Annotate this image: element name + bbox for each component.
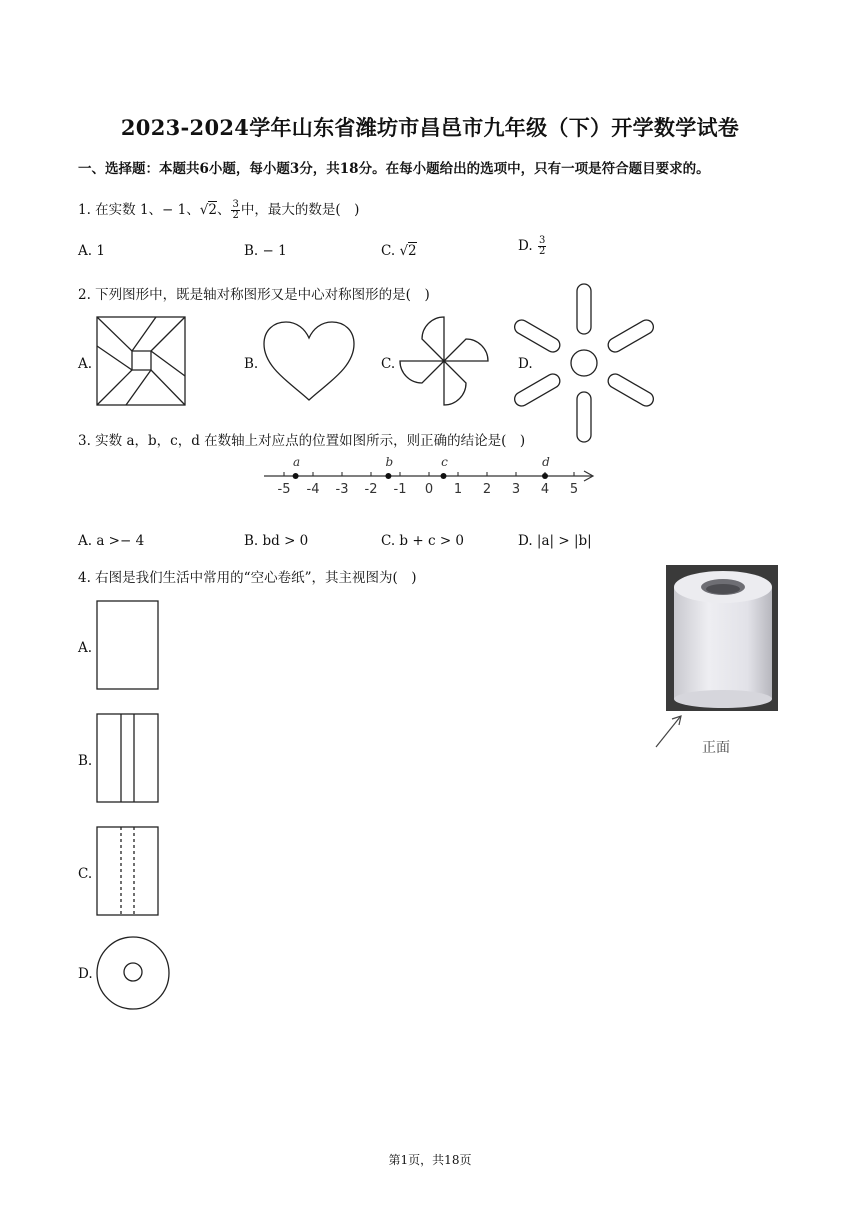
number-line-point-label: c bbox=[441, 455, 448, 469]
number-line-tick-label: -2 bbox=[364, 482, 378, 497]
q2-label-c: C. bbox=[381, 356, 396, 372]
number-line-tick-label: 3 bbox=[511, 482, 521, 497]
figure-pinwheel-square bbox=[96, 316, 186, 406]
q1-option-d-prefix: D. bbox=[518, 238, 537, 254]
fraction bbox=[538, 236, 546, 257]
number-line-tick-label: 5 bbox=[569, 482, 579, 497]
q1-option-c bbox=[381, 243, 417, 259]
number-line-point-c bbox=[441, 473, 447, 479]
page-footer: 第1页，共18页 bbox=[388, 1153, 472, 1167]
q1-option-c-radicand: 2 bbox=[408, 243, 417, 259]
q3-option-b: B. bd > 0 bbox=[244, 533, 309, 549]
q4-label-c: C. bbox=[78, 866, 93, 882]
q3-option-d: D. |a| > |b| bbox=[518, 533, 592, 549]
q1-option-b: B. − 1 bbox=[244, 243, 287, 259]
number-line bbox=[262, 448, 596, 498]
number-line-point-label: b bbox=[385, 455, 394, 469]
q4-label-b: B. bbox=[78, 753, 93, 769]
separator: 、 bbox=[216, 202, 231, 218]
fraction-numerator: 3 bbox=[232, 199, 239, 210]
number-line-tick-label: -3 bbox=[335, 482, 349, 497]
section-heading: 一、选择题：本题共6小题，每小题3分，共18分。在每小题给出的选项中，只有一项是符合题目要求的。 bbox=[78, 161, 710, 177]
number-line-tick-label: -5 bbox=[277, 482, 291, 497]
q1-option-d bbox=[518, 236, 547, 257]
number-line-point-label: a bbox=[293, 455, 301, 469]
figure-flower bbox=[536, 320, 632, 414]
fraction bbox=[231, 200, 239, 221]
number-line-point-d bbox=[542, 473, 548, 479]
sqrt-symbol: √ bbox=[399, 243, 409, 259]
number-line-tick-label: -4 bbox=[306, 482, 320, 497]
fraction-denominator: 2 bbox=[538, 246, 546, 257]
number-line-tick-label: 4 bbox=[540, 482, 550, 497]
q4-figure-b-solid-lines bbox=[96, 713, 160, 804]
q2-label-a: A. bbox=[78, 356, 93, 372]
arrow-icon bbox=[654, 713, 694, 751]
q1-option-a: A. 1 bbox=[78, 243, 105, 259]
number-line-point-a bbox=[293, 473, 299, 479]
question-1 bbox=[78, 198, 359, 221]
q4-figure-a-rectangle bbox=[96, 600, 160, 691]
page-title: 2023-2024学年山东省潍坊市昌邑市九年级（下）开学数学试卷 bbox=[120, 115, 740, 140]
number-line-tick-label: 1 bbox=[453, 482, 463, 497]
question-2: 2. 下列图形中，既是轴对称图形又是中心对称图形的是( ) bbox=[78, 287, 430, 303]
q4-figure-d-ring bbox=[96, 936, 172, 1012]
question-1-suffix: 中，最大的数是( ) bbox=[240, 202, 360, 218]
q3-option-c: C. b + c > 0 bbox=[381, 533, 465, 549]
q2-label-b: B. bbox=[244, 356, 259, 372]
toilet-roll-photo bbox=[666, 565, 778, 711]
number-line-tick-label: 2 bbox=[482, 482, 492, 497]
number-line-tick-label: 0 bbox=[424, 482, 434, 497]
question-3: 3. 实数 a，b，c，d 在数轴上对应点的位置如图所示，则正确的结论是( ) bbox=[78, 433, 526, 449]
q4-label-a: A. bbox=[78, 640, 93, 656]
number-line-point-b bbox=[385, 473, 391, 479]
question-1-prefix: 1. 在实数 1、− 1、 bbox=[78, 202, 200, 218]
fraction-numerator: 3 bbox=[538, 235, 546, 246]
sqrt-radicand: 2 bbox=[208, 202, 217, 218]
number-line-point-label: d bbox=[542, 455, 550, 469]
q4-label-d: D. bbox=[78, 966, 93, 982]
fraction-denominator: 2 bbox=[232, 210, 239, 221]
sqrt-symbol: √ bbox=[199, 202, 209, 218]
number-line-tick-label: -1 bbox=[393, 482, 407, 497]
q4-figure-c-dashed-lines bbox=[96, 826, 160, 917]
q3-option-a: A. a >− 4 bbox=[78, 533, 145, 549]
question-4: 4. 右图是我们生活中常用的“空心卷纸”，其主视图为( ) bbox=[78, 570, 417, 586]
figure-windmill bbox=[396, 316, 492, 406]
q1-option-c-prefix: C. bbox=[381, 243, 400, 259]
q2-label-d: D. bbox=[518, 356, 533, 372]
photo-caption: 正面 bbox=[702, 740, 730, 756]
figure-heart bbox=[262, 320, 356, 402]
